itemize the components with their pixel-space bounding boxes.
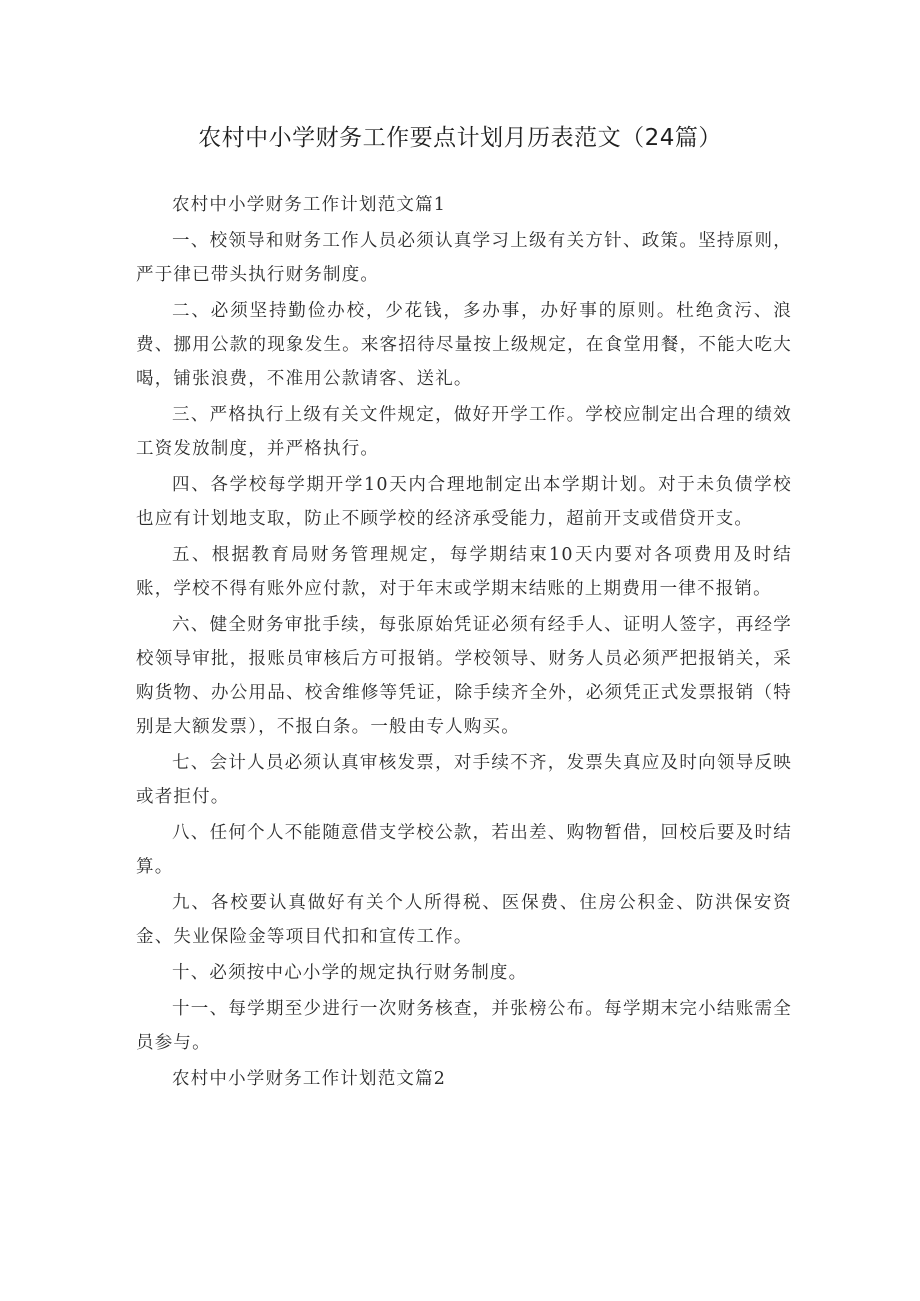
- paragraph: 四、各学校每学期开学10天内合理地制定出本学期计划。对于未负债学校也应有计划地支取，防止不顾学校的经济承受能力，超前开支或借贷开支。: [136, 475, 792, 529]
- section-heading: 农村中小学财务工作计划范文篇2: [172, 1069, 447, 1089]
- document-title: 农村中小学财务工作要点计划月历表范文（24篇）: [198, 125, 722, 151]
- paragraph: 一、校领导和财务工作人员必须认真学习上级有关方针、政策。坚持原则，严于律已带头执行财务制度。: [136, 231, 792, 285]
- section-heading: 农村中小学财务工作计划范文篇1: [172, 195, 447, 215]
- paragraph: 十一、每学期至少进行一次财务核查，并张榜公布。每学期末完小结账需全员参与。: [136, 999, 792, 1053]
- paragraph: 二、必须坚持勤俭办校，少花钱，多办事，办好事的原则。杜绝贪污、浪费、挪用公款的现象发生。来客招待尽量按上级规定，在食堂用餐，不能大吃大喝，铺张浪费，不准用公款请客、送礼。: [136, 301, 792, 389]
- paragraph: 八、任何个人不能随意借支学校公款，若出差、购物暂借，回校后要及时结算。: [136, 823, 792, 877]
- paragraph: 六、健全财务审批手续，每张原始凭证必须有经手人、证明人签字，再经学校领导审批，报账员审核后方可报销。学校领导、财务人员必须严把报销关，采购货物、办公用品、校舍维修等凭证，除手续齐全外，必须凭正式发票报销（特别是大额发票），不报白条。一般由专人购买。: [136, 615, 792, 737]
- paragraph: 五、根据教育局财务管理规定，每学期结束10天内要对各项费用及时结账，学校不得有账外应付款，对于年末或学期末结账的上期费用一律不报销。: [136, 545, 792, 599]
- paragraph: 三、严格执行上级有关文件规定，做好开学工作。学校应制定出合理的绩效工资发放制度，并严格执行。: [136, 405, 792, 459]
- paragraph: 九、各校要认真做好有关个人所得税、医保费、住房公积金、防洪保安资金、失业保险金等项目代扣和宣传工作。: [136, 893, 792, 947]
- document-body: [136, 188, 792, 1098]
- paragraph: 十、必须按中心小学的规定执行财务制度。: [172, 963, 528, 983]
- paragraph: 七、会计人员必须认真审核发票，对手续不齐，发票失真应及时向领导反映或者拒付。: [136, 753, 792, 807]
